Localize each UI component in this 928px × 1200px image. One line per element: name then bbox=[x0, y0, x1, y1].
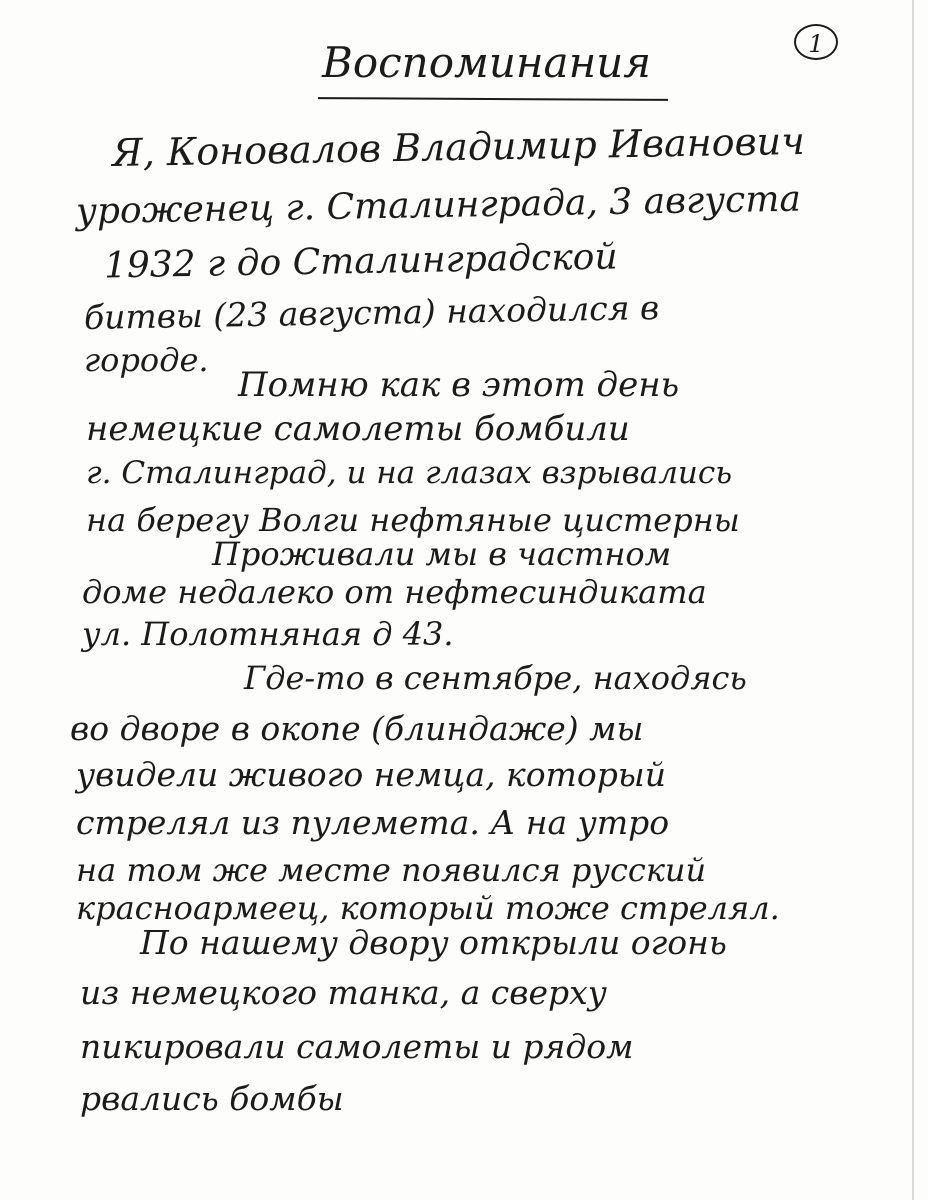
text-line-19: По нашему двору открыли огонь bbox=[140, 923, 727, 962]
text-line-21: пикировали самолеты и рядом bbox=[80, 1027, 634, 1066]
text-line-18: красноармеец, который тоже стрелял. bbox=[76, 889, 780, 927]
title-underline bbox=[318, 97, 668, 101]
text-line-17: на том же месте появился русский bbox=[76, 851, 707, 889]
text-line-9: на берегу Волги нефтяные цистерны bbox=[86, 501, 740, 539]
document-title: Воспоминания bbox=[322, 38, 652, 87]
page-number-circled: 1 bbox=[794, 24, 838, 60]
text-line-8: г. Сталинград, и на глазах взрывались bbox=[86, 455, 733, 491]
text-line-15: увидели живого немца, который bbox=[76, 755, 666, 794]
text-line-13: Где-то в сентябре, находясь bbox=[244, 659, 747, 697]
page-edge-shadow bbox=[912, 0, 914, 1200]
text-line-2: уроженец г. Сталинграда, 3 августа bbox=[75, 178, 802, 233]
text-line-7: немецкие самолеты бомбили bbox=[86, 409, 630, 449]
text-line-20: из немецкого танка, а сверху bbox=[80, 973, 607, 1012]
text-line-14: во дворе в окопе (блиндаже) мы bbox=[70, 709, 644, 748]
text-line-22: рвались бомбы bbox=[80, 1079, 344, 1118]
text-line-5: городе. bbox=[84, 341, 209, 379]
text-line-10: Проживали мы в частном bbox=[212, 535, 672, 573]
text-line-6: Помню как в этот день bbox=[238, 365, 680, 405]
text-line-3: 1932 г до Сталинградской bbox=[103, 236, 618, 287]
text-line-11: доме недалеко от нефтесиндиката bbox=[82, 573, 707, 611]
text-line-12: ул. Полотняная д 43. bbox=[82, 615, 454, 653]
text-line-4: битвы (23 августа) находился в bbox=[83, 287, 660, 338]
text-line-1: Я, Коновалов Владимир Иванович bbox=[111, 118, 806, 176]
text-line-16: стрелял из пулемета. А на утро bbox=[76, 803, 670, 842]
